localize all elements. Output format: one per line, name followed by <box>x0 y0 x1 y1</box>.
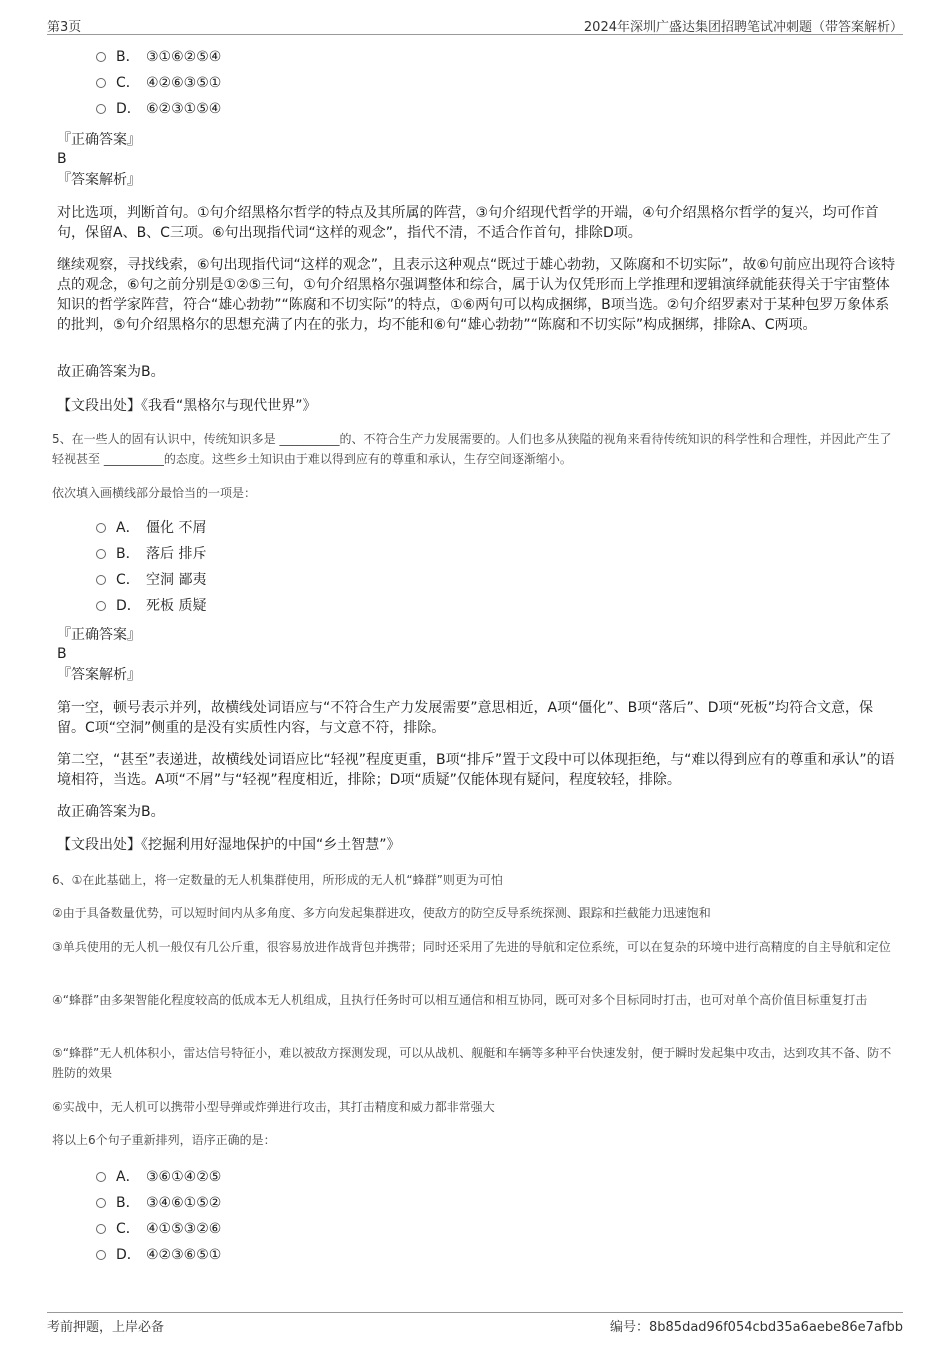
q4-analysis-p2: 继续观察，寻找线索，⑥句出现指代词“这样的观念”，且表示这种观点“既过于雄心勃勃，又陈腐和不切实际”，故⑥句前应出现符合该特点的观念，⑥句之前分别是①②⑤三句，①句介绍黑格尔强调整体和综合，属于认为仅凭形而上学推理和逻辑演绎就能获得关于宇宙整体知识的哲学家阵营，符合“雄心勃勃”“陈腐和不切实际”的特点，①⑥两句可以构成捆绑，B项当选。②句介绍罗素对于某种包罗万象体系的批判，⑤句介绍黑格尔的思想充满了内在的张力，均不能和⑥句“雄心勃勃”“陈腐和不切实际”构成捆绑，排除A、C两项。 <box>57 257 896 333</box>
radio-icon[interactable] <box>96 549 106 559</box>
radio-icon[interactable] <box>96 523 106 533</box>
radio-icon[interactable] <box>96 78 106 88</box>
radio-icon[interactable] <box>96 52 106 62</box>
q4-analysis-label: 『答案解析』 <box>57 172 141 188</box>
q5-prompt: 依次填入画横线部分最恰当的一项是： <box>52 486 257 500</box>
q4-source: 【文段出处】《我看“黑格尔与现代世界”》 <box>57 398 317 414</box>
q4-options <box>96 44 221 122</box>
q6-sentence-5: ⑤“蜂群”无人机体积小，雷达信号特征小，难以被敌方探测发现，可以从战机、舰艇和车辆等多种平台快速发射，便于瞬时发起集中攻击，达到攻其不备、防不胜防的效果 <box>52 1046 892 1080</box>
q4-answer: B <box>57 151 67 167</box>
q6-option-a[interactable]: A． ③⑥①④②⑤ <box>96 1164 221 1190</box>
radio-icon[interactable] <box>96 1250 106 1260</box>
q5-stem: 5、在一些人的固有认识中，传统知识多是 __________的、不符合生产力发展需要的。人们也多从狭隘的视角来看待传统知识的科学性和合理性，并因此产生了轻视甚至 __________的态度。这些乡土知识由于难以得到应有的尊重和承认，生存空间逐渐缩小。 <box>52 432 892 466</box>
q6-prompt: 将以上6个句子重新排列，语序正确的是： <box>52 1133 276 1147</box>
q6-option-c[interactable]: C． ④①⑤③②⑥ <box>96 1216 221 1242</box>
q6-sentence-3: ③单兵使用的无人机一般仅有几公斤重，很容易放进作战背包并携带；同时还采用了先进的导航和定位系统，可以在复杂的环境中进行高精度的自主导航和定位 <box>52 940 891 954</box>
q5-option-a[interactable]: A． 僵化 不屑 <box>96 515 206 541</box>
q4-option-c[interactable]: C． ④②⑥③⑤① <box>96 70 221 96</box>
q5-analysis-p2: 第二空，“甚至”表递进，故横线处词语应比“轻视”程度更重，B项“排斥”置于文段中可以体现拒绝，与“难以得到应有的尊重和承认”的语境相符，当选。A项“不屑”与“轻视”程度相近，排除；D项“质疑”仅能体现有疑问，程度较轻，排除。 <box>57 752 895 788</box>
page-header <box>47 14 903 35</box>
q6-sentence-6: ⑥实战中，无人机可以携带小型导弹或炸弹进行攻击，其打击精度和威力都非常强大 <box>52 1100 495 1114</box>
radio-icon[interactable] <box>96 1172 106 1182</box>
q5-options <box>96 515 206 619</box>
q5-source: 【文段出处】《挖掘利用好湿地保护的中国“乡土智慧”》 <box>57 837 401 853</box>
q6-option-b[interactable]: B． ③④⑥①⑤② <box>96 1190 221 1216</box>
radio-icon[interactable] <box>96 1198 106 1208</box>
q5-option-c[interactable]: C． 空洞 鄙夷 <box>96 567 206 593</box>
q6-option-d[interactable]: D． ④②③⑥⑤① <box>96 1242 221 1268</box>
page-footer <box>47 1312 903 1337</box>
document-code: 编号：8b85dad96f054cbd35a6aebe86e7afbb <box>610 1320 903 1335</box>
q6-sentence-2: ②由于具备数量优势，可以短时间内从多角度、多方向发起集群进攻，使敌方的防空反导系统探测、跟踪和拦截能力迅速饱和 <box>52 906 711 920</box>
q5-analysis-p1: 第一空，顿号表示并列，故横线处词语应与“不符合生产力发展需要”意思相近，A项“僵化”、B项“落后”、D项“死板”均符合文意，保留。C项“空洞”侧重的是没有实质性内容，与文意不符，排除。 <box>57 700 873 736</box>
document-title: 2024年深圳广盛达集团招聘笔试冲刺题（带答案解析） <box>583 20 903 35</box>
page-number: 第3页 <box>47 20 82 35</box>
radio-icon[interactable] <box>96 575 106 585</box>
q5-analysis-label: 『答案解析』 <box>57 667 141 683</box>
radio-icon[interactable] <box>96 601 106 611</box>
q4-option-b[interactable]: B． ③①⑥②⑤④ <box>96 44 221 70</box>
q6-sentence-4: ④“蜂群”由多架智能化程度较高的低成本无人机组成，且执行任务时可以相互通信和相互协同，既可对多个目标同时打击，也可对单个高价值目标重复打击 <box>52 993 868 1007</box>
q5-answer: B <box>57 646 67 662</box>
q5-option-d[interactable]: D． 死板 质疑 <box>96 593 206 619</box>
footer-slogan: 考前押题，上岸必备 <box>47 1320 165 1335</box>
q6-options <box>96 1164 221 1268</box>
q5-answer-label: 『正确答案』 <box>57 627 141 643</box>
radio-icon[interactable] <box>96 1224 106 1234</box>
radio-icon[interactable] <box>96 104 106 114</box>
q4-analysis-p3: 故正确答案为B。 <box>57 364 165 380</box>
q4-option-d[interactable]: D． ⑥②③①⑤④ <box>96 96 221 122</box>
q6-sentence-1: 6、①在此基础上，将一定数量的无人机集群使用，所形成的无人机“蜂群”则更为可怕 <box>52 873 503 887</box>
q4-analysis-p1: 对比选项，判断首句。①句介绍黑格尔哲学的特点及其所属的阵营，③句介绍现代哲学的开端，④句介绍黑格尔哲学的复兴，均可作首句，保留A、B、C三项。⑥句出现指代词“这样的观念”，指代不清，不适合作首句，排除D项。 <box>57 205 879 241</box>
q5-analysis-p3: 故正确答案为B。 <box>57 804 165 820</box>
q5-option-b[interactable]: B． 落后 排斥 <box>96 541 206 567</box>
q4-answer-label: 『正确答案』 <box>57 132 141 148</box>
